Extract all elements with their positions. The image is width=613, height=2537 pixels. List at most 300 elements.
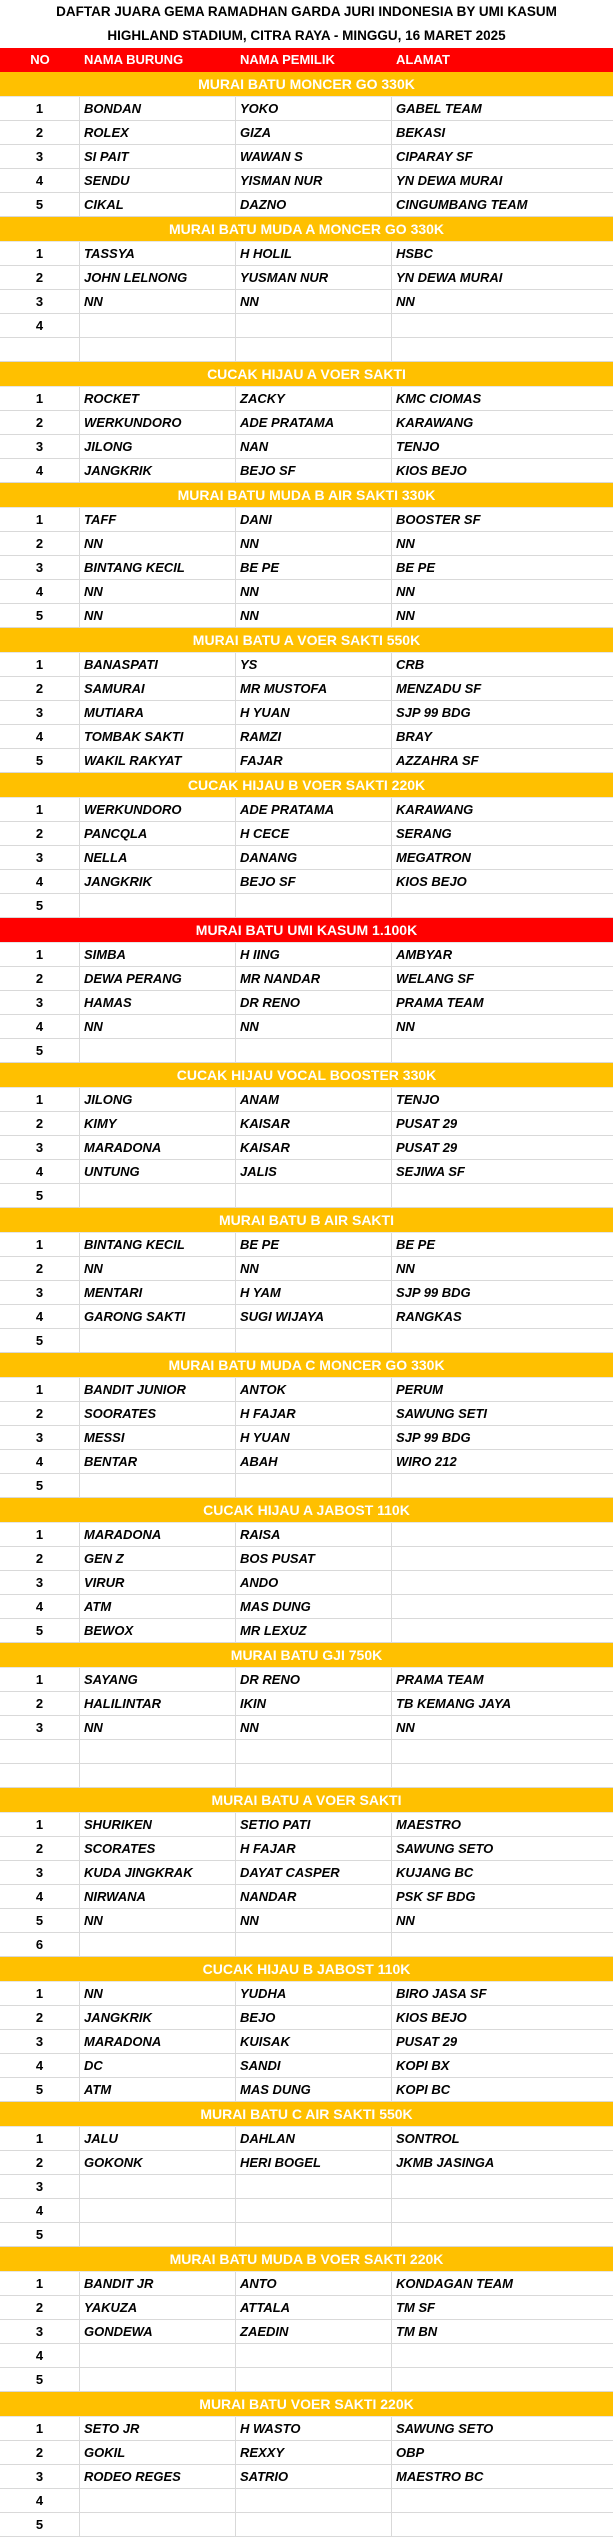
cell-owner-name: H IING (236, 943, 392, 966)
cell-bird-name: GEN Z (80, 1547, 236, 1570)
cell-address: TM SF (396, 2300, 435, 2315)
class-title-band: MURAI BATU MONCER GO 330K (0, 72, 613, 97)
cell-owner-name: SUGI WIJAYA (236, 1305, 392, 1328)
cell-rank: 6 (0, 1933, 80, 1956)
cell-owner-name: YS (236, 653, 392, 676)
cell-bird-name: NELLA (80, 846, 236, 869)
cell-address: PUSAT 29 (396, 2034, 458, 2049)
table-row (0, 1426, 613, 1450)
cell-address: BOOSTER SF (396, 512, 481, 527)
cell-owner-name: H HOLIL (236, 242, 392, 265)
table-row (0, 1039, 613, 1063)
cell-address (392, 2368, 613, 2391)
cell-address: CRB (396, 657, 425, 672)
class-title-band: MURAI BATU VOER SAKTI 220K (0, 2392, 613, 2417)
cell-address (392, 1474, 613, 1497)
cell-address: HSBC (396, 246, 433, 261)
cell-address: NN (396, 1720, 415, 1735)
cell-owner-name: ABAH (236, 1450, 392, 1473)
cell-rank: 1 (0, 653, 80, 676)
table-row (0, 653, 613, 677)
cell-bird-name: BINTANG KECIL (80, 1233, 236, 1256)
cell-rank: 5 (0, 2513, 80, 2536)
table-row (0, 725, 613, 749)
cell-rank: 4 (0, 1305, 80, 1328)
table-row (0, 2344, 613, 2368)
cell-address: BE PE (396, 1237, 436, 1252)
cell-address: YN DEWA MURAI (396, 270, 503, 285)
cell-bird-name: WERKUNDORO (80, 798, 236, 821)
cell-bird-name: GARONG SAKTI (80, 1305, 236, 1328)
cell-bird-name: GOKIL (80, 2441, 236, 2464)
class-title-band: CUCAK HIJAU B JABOST 110K (0, 1957, 613, 1982)
cell-bird-name: BEWOX (80, 1619, 236, 1642)
cell-rank: 3 (0, 1716, 80, 1739)
table-row (0, 1837, 613, 1861)
cell-address: SERANG (396, 826, 452, 841)
cell-bird-name: SOORATES (80, 1402, 236, 1425)
table-row (0, 2272, 613, 2296)
cell-rank: 1 (0, 1523, 80, 1546)
cell-bird-name (80, 1474, 236, 1497)
cell-owner-name: DAZNO (236, 193, 392, 216)
table-row (0, 1740, 613, 1764)
cell-owner-name: NN (236, 532, 392, 555)
cell-rank: 1 (0, 242, 80, 265)
table-row (0, 2489, 613, 2513)
cell-address (392, 2223, 613, 2246)
cell-bird-name: NN (80, 290, 236, 313)
cell-rank: 3 (0, 556, 80, 579)
cell-owner-name: DANANG (236, 846, 392, 869)
cell-bird-name: TASSYA (80, 242, 236, 265)
column-header-bird-name: NAMA BURUNG (84, 52, 184, 67)
cell-address: KARAWANG (396, 802, 474, 817)
cell-rank: 1 (0, 2417, 80, 2440)
cell-owner-name: ZACKY (236, 387, 392, 410)
cell-owner-name: YUDHA (236, 1982, 392, 2005)
cell-rank: 5 (0, 894, 80, 917)
table-row (0, 1619, 613, 1643)
class-title-band: MURAI BATU A VOER SAKTI 550K (0, 628, 613, 653)
cell-address (392, 1547, 613, 1570)
cell-bird-name: JILONG (80, 435, 236, 458)
cell-rank: 2 (0, 1257, 80, 1280)
cell-owner-name (236, 1474, 392, 1497)
cell-rank: 4 (0, 870, 80, 893)
cell-bird-name (80, 2199, 236, 2222)
cell-owner-name: NN (236, 1015, 392, 1038)
cell-bird-name (80, 2489, 236, 2512)
cell-owner-name: MAS DUNG (236, 1595, 392, 1618)
sections-container (0, 72, 613, 2537)
cell-bird-name: NN (80, 604, 236, 627)
table-row (0, 1015, 613, 1039)
cell-rank: 3 (0, 2465, 80, 2488)
cell-owner-name: DANI (236, 508, 392, 531)
cell-bird-name: DC (80, 2054, 236, 2077)
table-row (0, 121, 613, 145)
table-row (0, 1088, 613, 1112)
cell-bird-name: MENTARI (80, 1281, 236, 1304)
table-row (0, 1305, 613, 1329)
cell-owner-name: YISMAN NUR (236, 169, 392, 192)
cell-owner-name: BE PE (236, 556, 392, 579)
cell-rank: 3 (0, 846, 80, 869)
cell-rank: 3 (0, 1861, 80, 1884)
cell-bird-name: NN (80, 532, 236, 555)
cell-owner-name: ANDO (236, 1571, 392, 1594)
cell-rank: 1 (0, 508, 80, 531)
table-row (0, 1378, 613, 1402)
table-row (0, 1281, 613, 1305)
cell-rank: 3 (0, 2320, 80, 2343)
class-title-band: CUCAK HIJAU B VOER SAKTI 220K (0, 773, 613, 798)
table-row (0, 435, 613, 459)
cell-owner-name: BE PE (236, 1233, 392, 1256)
table-row (0, 2078, 613, 2102)
cell-rank: 5 (0, 2223, 80, 2246)
cell-bird-name: SIMBA (80, 943, 236, 966)
cell-bird-name: MUTIARA (80, 701, 236, 724)
cell-rank: 1 (0, 1378, 80, 1401)
cell-owner-name: NAN (236, 435, 392, 458)
cell-rank: 4 (0, 2054, 80, 2077)
table-row (0, 2223, 613, 2247)
cell-rank: 3 (0, 2030, 80, 2053)
cell-owner-name: ANAM (236, 1088, 392, 1111)
cell-rank: 2 (0, 1112, 80, 1135)
table-row (0, 1595, 613, 1619)
table-row (0, 1402, 613, 1426)
cell-address: KARAWANG (396, 415, 474, 430)
cell-bird-name (80, 314, 236, 337)
table-row (0, 1716, 613, 1740)
cell-bird-name: NN (80, 1982, 236, 2005)
cell-address: PRAMA TEAM (396, 995, 484, 1010)
cell-bird-name: WAKIL RAKYAT (80, 749, 236, 772)
cell-rank: 3 (0, 1136, 80, 1159)
cell-bird-name: MESSI (80, 1426, 236, 1449)
table-row (0, 1523, 613, 1547)
table-row (0, 1692, 613, 1716)
cell-bird-name: JANGKRIK (80, 459, 236, 482)
cell-bird-name: ROCKET (80, 387, 236, 410)
cell-address (392, 2489, 613, 2512)
cell-owner-name (236, 2344, 392, 2367)
cell-rank: 4 (0, 1160, 80, 1183)
table-row (0, 1909, 613, 1933)
cell-owner-name: MR LEXUZ (236, 1619, 392, 1642)
cell-bird-name: HAMAS (80, 991, 236, 1014)
cell-bird-name: SENDU (80, 169, 236, 192)
class-title-band: MURAI BATU MUDA A MONCER GO 330K (0, 217, 613, 242)
cell-bird-name: UNTUNG (80, 1160, 236, 1183)
cell-bird-name: NN (80, 1716, 236, 1739)
cell-address: WELANG SF (396, 971, 474, 986)
cell-owner-name: H YUAN (236, 701, 392, 724)
column-header-no: NO (30, 52, 50, 67)
cell-rank: 4 (0, 314, 80, 337)
cell-address: SJP 99 BDG (396, 1285, 471, 1300)
cell-address: PSK SF BDG (396, 1889, 476, 1904)
cell-address: KUJANG BC (396, 1865, 474, 1880)
cell-address: SAWUNG SETO (396, 2421, 494, 2436)
cell-bird-name: GONDEWA (80, 2320, 236, 2343)
cell-owner-name: MR NANDAR (236, 967, 392, 990)
cell-owner-name: DR RENO (236, 991, 392, 1014)
cell-owner-name: ADE PRATAMA (236, 798, 392, 821)
cell-bird-name: JANGKRIK (80, 870, 236, 893)
cell-address: BEKASI (396, 125, 446, 140)
cell-rank: 3 (0, 1281, 80, 1304)
table-row (0, 1982, 613, 2006)
table-row (0, 580, 613, 604)
cell-owner-name: DAYAT CASPER (236, 1861, 392, 1884)
cell-owner-name: ATTALA (236, 2296, 392, 2319)
table-row (0, 1885, 613, 1909)
table-row (0, 1571, 613, 1595)
cell-rank: 1 (0, 2127, 80, 2150)
table-row (0, 2030, 613, 2054)
cell-address: NN (396, 584, 415, 599)
table-row (0, 1160, 613, 1184)
cell-owner-name: YOKO (236, 97, 392, 120)
cell-bird-name: JILONG (80, 1088, 236, 1111)
cell-rank: 1 (0, 1982, 80, 2005)
cell-address: MAESTRO BC (396, 2469, 484, 2484)
cell-bird-name: CIKAL (80, 193, 236, 216)
cell-bird-name: BANDIT JR (80, 2272, 236, 2295)
cell-bird-name: MARADONA (80, 2030, 236, 2053)
cell-rank: 2 (0, 2441, 80, 2464)
class-title-band: MURAI BATU GJI 750K (0, 1643, 613, 1668)
cell-rank: 5 (0, 2368, 80, 2391)
cell-rank: 1 (0, 387, 80, 410)
cell-address (392, 1595, 613, 1618)
cell-owner-name: BEJO (236, 2006, 392, 2029)
cell-bird-name: TAFF (80, 508, 236, 531)
cell-owner-name (236, 2513, 392, 2536)
cell-address: KMC CIOMAS (396, 391, 482, 406)
cell-bird-name: PANCQLA (80, 822, 236, 845)
cell-owner-name: H FAJAR (236, 1402, 392, 1425)
cell-address: WIRO 212 (396, 1454, 457, 1469)
cell-address: KOPI BX (396, 2058, 450, 2073)
table-row (0, 290, 613, 314)
cell-owner-name: YUSMAN NUR (236, 266, 392, 289)
cell-owner-name: DR RENO (236, 1668, 392, 1691)
cell-owner-name: BEJO SF (236, 459, 392, 482)
cell-bird-name: SI PAIT (80, 145, 236, 168)
table-row (0, 870, 613, 894)
cell-rank: 2 (0, 2006, 80, 2029)
class-title-band: CUCAK HIJAU VOCAL BOOSTER 330K (0, 1063, 613, 1088)
cell-rank: 1 (0, 943, 80, 966)
cell-rank: 2 (0, 967, 80, 990)
cell-address: MAESTRO (396, 1817, 461, 1832)
cell-rank: 3 (0, 290, 80, 313)
cell-address: JKMB JASINGA (396, 2155, 495, 2170)
table-row (0, 894, 613, 918)
table-row (0, 2368, 613, 2392)
class-title-band: MURAI BATU MUDA C MONCER GO 330K (0, 1353, 613, 1378)
cell-owner-name (236, 894, 392, 917)
table-row (0, 1764, 613, 1788)
cell-address: CINGUMBANG TEAM (396, 197, 528, 212)
cell-owner-name (236, 2223, 392, 2246)
cell-address: KIOS BEJO (396, 463, 467, 478)
table-row (0, 749, 613, 773)
cell-bird-name (80, 2344, 236, 2367)
cell-bird-name: VIRUR (80, 1571, 236, 1594)
cell-owner-name: IKIN (236, 1692, 392, 1715)
table-row (0, 943, 613, 967)
cell-owner-name (236, 2199, 392, 2222)
table-row (0, 145, 613, 169)
title-line-2: HIGHLAND STADIUM, CITRA RAYA - MINGGU, 16 MARET 2025 (107, 28, 506, 43)
cell-rank: 2 (0, 266, 80, 289)
cell-address: KONDAGAN TEAM (396, 2276, 513, 2291)
table-row (0, 314, 613, 338)
cell-rank: 4 (0, 725, 80, 748)
cell-bird-name (80, 1184, 236, 1207)
cell-rank: 1 (0, 1233, 80, 1256)
cell-bird-name: RODEO REGES (80, 2465, 236, 2488)
cell-address: TENJO (396, 1092, 440, 1107)
table-row (0, 266, 613, 290)
cell-address (392, 2513, 613, 2536)
cell-address: KIOS BEJO (396, 2010, 467, 2025)
cell-owner-name: REXXY (236, 2441, 392, 2464)
cell-rank: 4 (0, 2344, 80, 2367)
cell-address (392, 2199, 613, 2222)
table-row (0, 2054, 613, 2078)
table-row (0, 1933, 613, 1957)
cell-rank: 2 (0, 121, 80, 144)
table-row (0, 1257, 613, 1281)
cell-rank: 3 (0, 435, 80, 458)
cell-owner-name: H WASTO (236, 2417, 392, 2440)
cell-rank: 4 (0, 1595, 80, 1618)
cell-rank (0, 1740, 80, 1763)
cell-rank: 1 (0, 2272, 80, 2295)
cell-address: PUSAT 29 (396, 1140, 458, 1155)
cell-rank: 4 (0, 1015, 80, 1038)
cell-rank: 4 (0, 2199, 80, 2222)
cell-rank: 3 (0, 145, 80, 168)
cell-rank: 2 (0, 822, 80, 845)
cell-rank: 4 (0, 580, 80, 603)
cell-owner-name: NN (236, 604, 392, 627)
cell-owner-name (236, 1329, 392, 1352)
cell-address: NN (396, 536, 415, 551)
cell-address (392, 894, 613, 917)
cell-owner-name: BOS PUSAT (236, 1547, 392, 1570)
cell-bird-name: WERKUNDORO (80, 411, 236, 434)
cell-owner-name: SATRIO (236, 2465, 392, 2488)
table-row (0, 822, 613, 846)
cell-bird-name: BINTANG KECIL (80, 556, 236, 579)
cell-rank: 2 (0, 532, 80, 555)
column-header-address: ALAMAT (396, 52, 450, 67)
cell-owner-name (236, 1764, 392, 1787)
table-row (0, 701, 613, 725)
cell-bird-name (80, 894, 236, 917)
cell-owner-name (236, 1039, 392, 1062)
table-row (0, 2127, 613, 2151)
table-row (0, 2320, 613, 2344)
table-row (0, 242, 613, 266)
cell-bird-name (80, 1740, 236, 1763)
table-row (0, 2296, 613, 2320)
cell-bird-name (80, 1039, 236, 1062)
class-title-band: MURAI BATU B AIR SAKTI (0, 1208, 613, 1233)
cell-address (392, 1571, 613, 1594)
cell-owner-name: ANTO (236, 2272, 392, 2295)
cell-address: TM BN (396, 2324, 438, 2339)
cell-rank: 5 (0, 2078, 80, 2101)
cell-rank: 5 (0, 749, 80, 772)
cell-bird-name: JANGKRIK (80, 2006, 236, 2029)
cell-address: SONTROL (396, 2131, 460, 2146)
cell-address: RANGKAS (396, 1309, 462, 1324)
cell-rank (0, 338, 80, 361)
cell-rank: 5 (0, 1909, 80, 1932)
cell-bird-name (80, 2223, 236, 2246)
cell-bird-name: GOKONK (80, 2151, 236, 2174)
table-row (0, 1813, 613, 1837)
cell-owner-name: RAMZI (236, 725, 392, 748)
cell-address: PUSAT 29 (396, 1116, 458, 1131)
cell-rank: 1 (0, 1668, 80, 1691)
table-row (0, 1233, 613, 1257)
cell-address: TENJO (396, 439, 440, 454)
cell-rank: 2 (0, 677, 80, 700)
cell-owner-name (236, 2489, 392, 2512)
cell-address: KIOS BEJO (396, 874, 467, 889)
cell-bird-name: MARADONA (80, 1136, 236, 1159)
cell-address (392, 1039, 613, 1062)
column-header-owner-name: NAMA PEMILIK (240, 52, 335, 67)
cell-bird-name: ATM (80, 2078, 236, 2101)
cell-owner-name: DAHLAN (236, 2127, 392, 2150)
cell-address: CIPARAY SF (396, 149, 473, 164)
class-title-band: CUCAK HIJAU A VOER SAKTI (0, 362, 613, 387)
cell-owner-name: NN (236, 580, 392, 603)
cell-bird-name: SHURIKEN (80, 1813, 236, 1836)
cell-owner-name (236, 2368, 392, 2391)
cell-rank: 1 (0, 798, 80, 821)
table-row (0, 532, 613, 556)
cell-address: OBP (396, 2445, 425, 2460)
cell-owner-name: ZAEDIN (236, 2320, 392, 2343)
cell-address (392, 1329, 613, 1352)
cell-bird-name: ROLEX (80, 121, 236, 144)
cell-bird-name: HALILINTAR (80, 1692, 236, 1715)
cell-bird-name: JALU (80, 2127, 236, 2150)
cell-owner-name: NN (236, 1257, 392, 1280)
cell-owner-name: ANTOK (236, 1378, 392, 1401)
table-row (0, 1112, 613, 1136)
cell-owner-name: NN (236, 290, 392, 313)
table-row (0, 991, 613, 1015)
cell-address: NN (396, 608, 415, 623)
table-row (0, 2151, 613, 2175)
table-row (0, 1547, 613, 1571)
cell-bird-name: KIMY (80, 1112, 236, 1135)
cell-owner-name: MR MUSTOFA (236, 677, 392, 700)
